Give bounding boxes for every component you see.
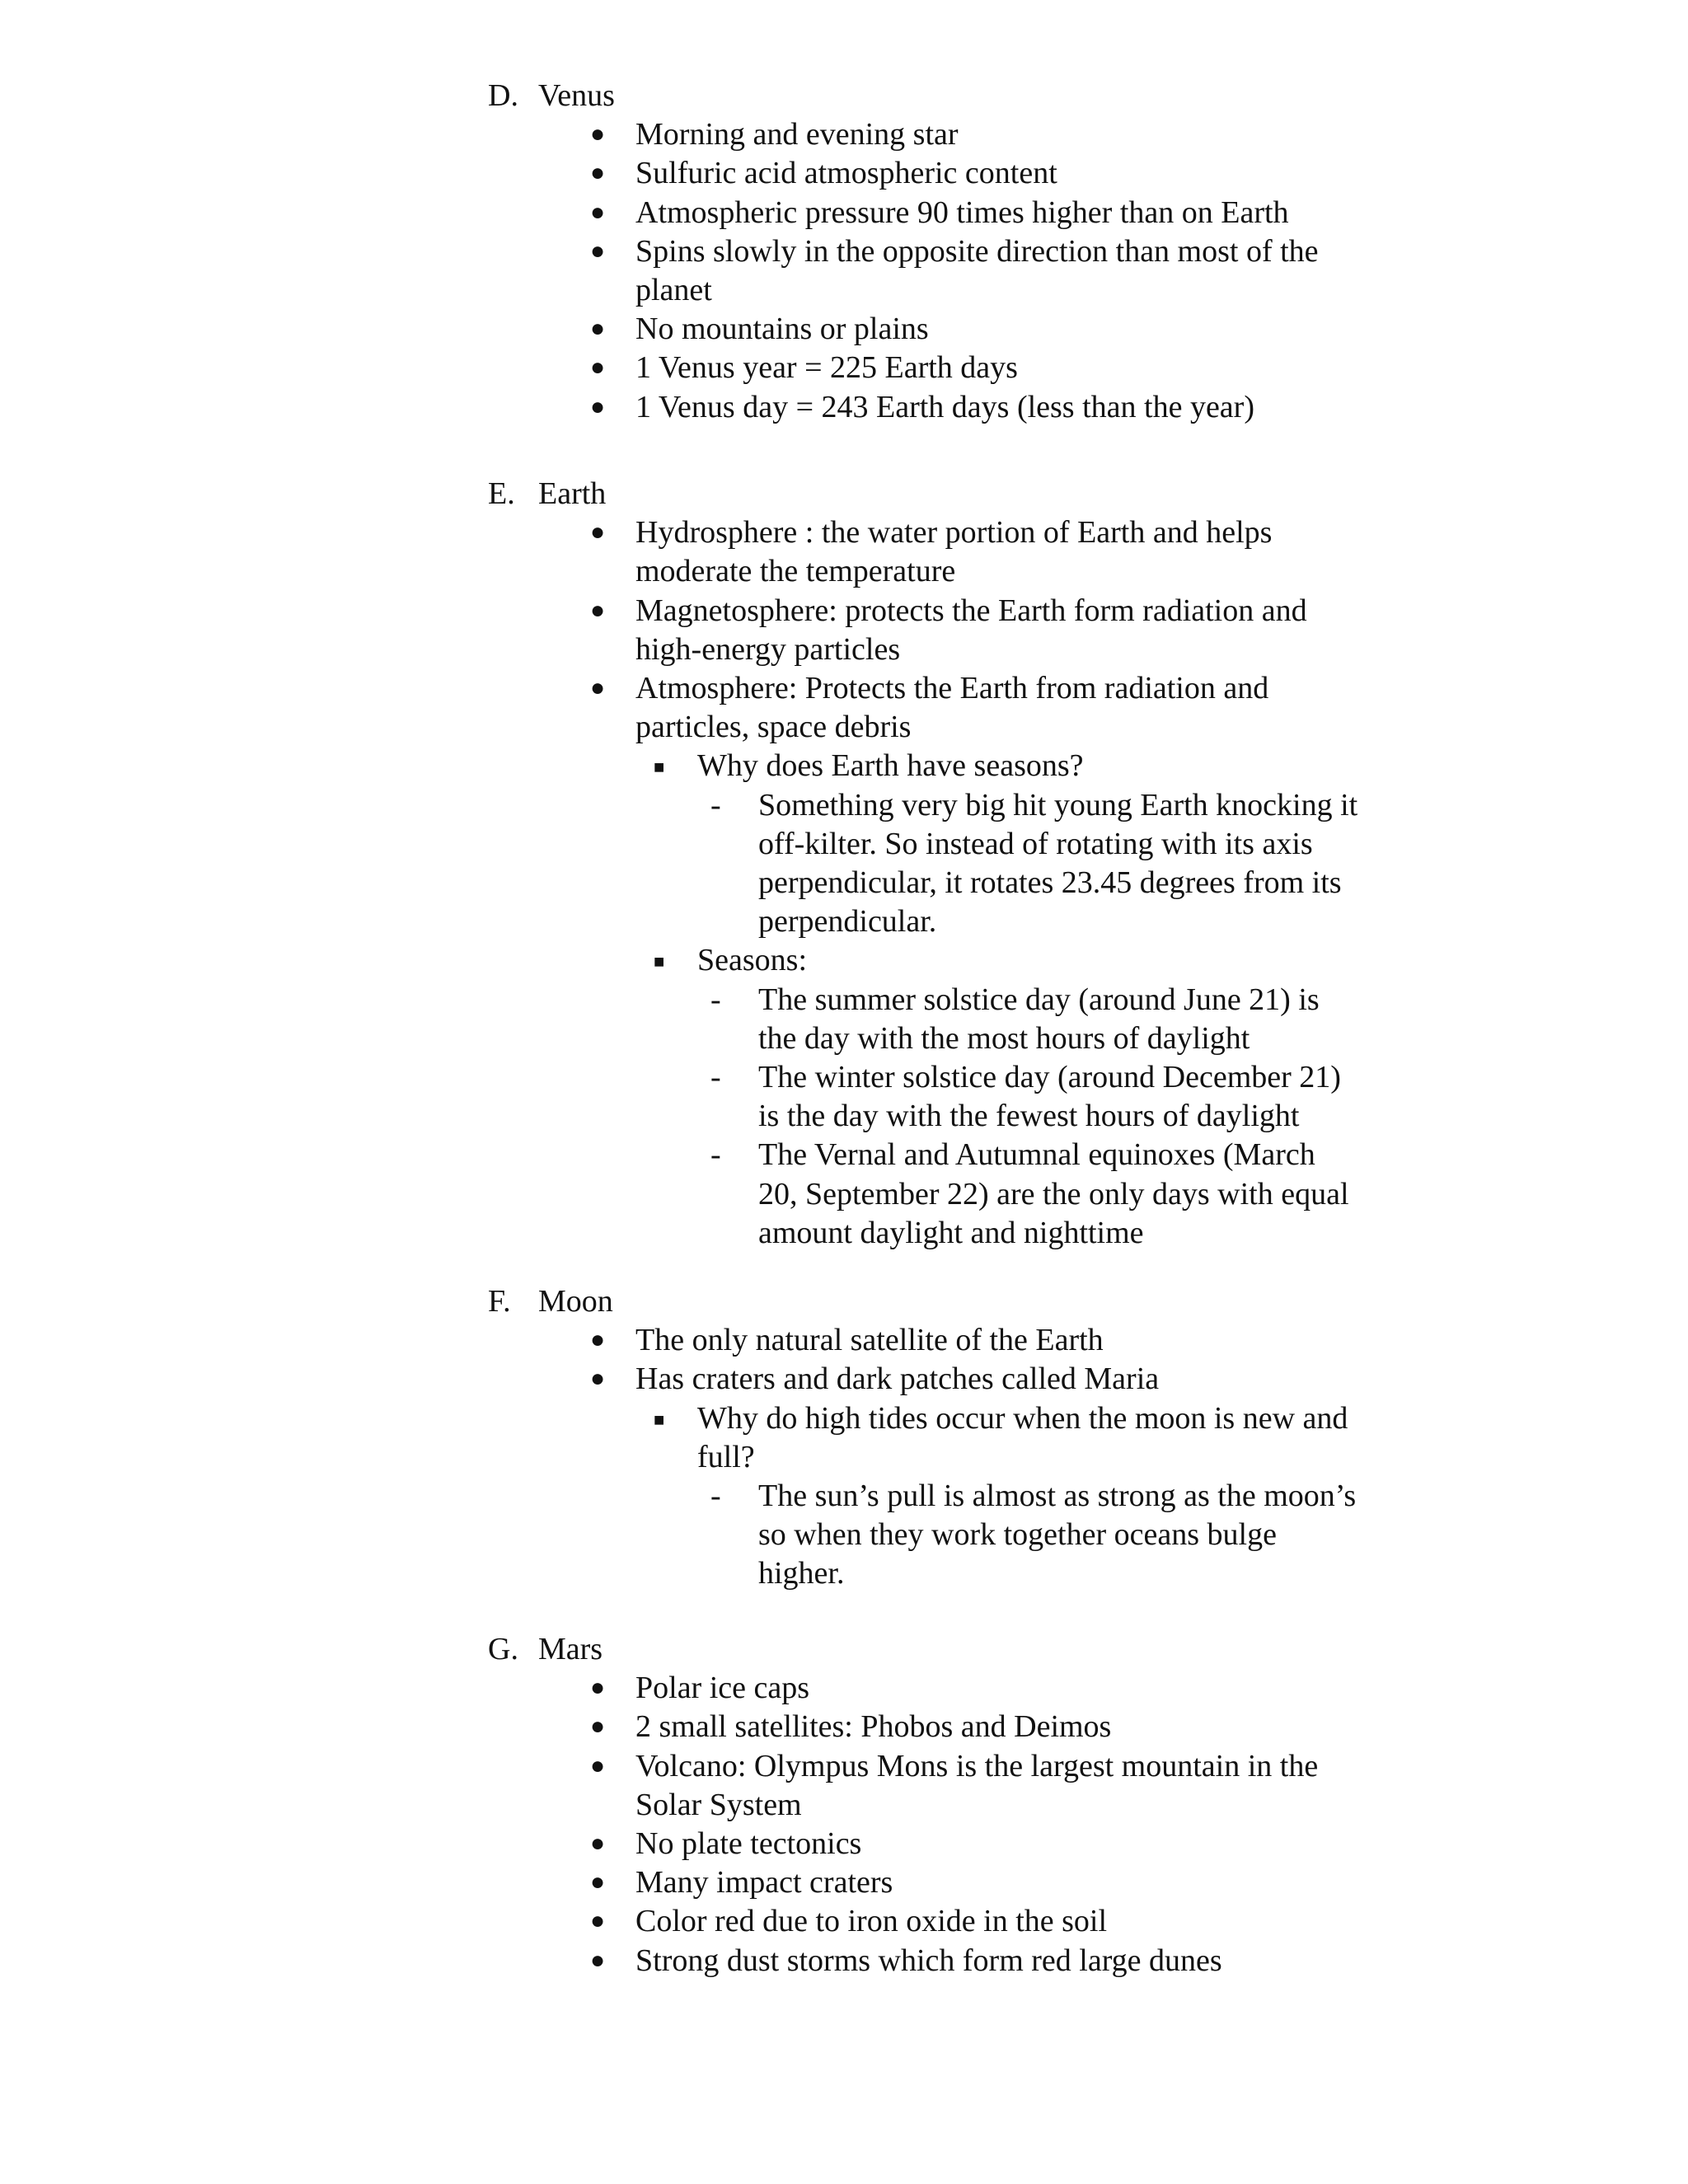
bullet-marker: ● [590,596,606,624]
list-item-text: Sulfuric acid atmospheric content [635,156,1057,191]
list-item-text: Solar System [635,1787,802,1822]
detail-text: The winter solstice day (around December 21) [758,1060,1341,1094]
section-heading: Mars [538,1632,603,1666]
detail-text: perpendicular, it rotates 23.45 degrees from its [758,865,1342,900]
list-item-text: No mountains or plains [635,312,929,347]
list-item-text: Has craters and dark patches called Maria [635,1361,1160,1397]
bullet-marker: ● [590,1713,606,1741]
list-item-text: Atmospheric pressure 90 times higher than on Earth [635,194,1289,230]
detail-text: the day with the most hours of daylight [758,1020,1250,1056]
list-item-text: 1 Venus day = 243 Earth days (less than the year) [635,389,1254,424]
list-item-text: Morning and evening star [635,117,959,152]
bullet-marker: ● [590,1751,606,1779]
detail-text: is the day with the fewest hours of daylight [758,1099,1300,1134]
list-item-text: Volcano: Olympus Mons is the largest mountain in the [635,1748,1319,1783]
dash-marker: - [710,1479,721,1513]
bullet-marker: ● [590,518,606,546]
dash-marker: - [710,1137,721,1173]
list-item-text: Atmosphere: Protects the Earth from radiation and [635,671,1269,705]
section-letter: D. [488,78,518,113]
dash-marker: - [710,787,721,823]
detail-text: Something very big hit young Earth knocking it [758,787,1358,823]
section-heading: Moon [538,1284,613,1319]
section-letter: F. [488,1284,511,1319]
bullet-marker: ● [590,1830,606,1857]
square-bullet-marker: ■ [654,1408,665,1430]
bullet-marker: ● [590,120,606,148]
list-item-text: high-energy particles [635,631,901,667]
section-letter: E. [488,476,515,511]
detail-text: The summer solstice day (around June 21) is [758,982,1320,1017]
section-heading: Earth [538,476,607,511]
sub-item-text: full? [697,1439,755,1474]
list-item-text: Spins slowly in the opposite direction than most of the [635,233,1319,269]
detail-text: 20, September 22) are the only days with equal [758,1176,1349,1212]
list-item-text: The only natural satellite of the Earth [635,1323,1104,1358]
bullet-marker: ● [590,1907,606,1935]
detail-text: perpendicular. [758,904,937,940]
dash-marker: - [710,1060,721,1094]
section-letter: G. [488,1632,518,1666]
detail-text: The sun’s pull is almost as strong as the moon’s [758,1479,1357,1513]
list-item-text: moderate the temperature [635,554,956,589]
sub-item-text: Why does Earth have seasons? [697,748,1084,784]
bullet-marker: ● [590,674,606,701]
bullet-marker: ● [590,198,606,226]
square-bullet-marker: ■ [654,951,665,972]
list-item-text: Magnetosphere: protects the Earth form radiation and [635,593,1307,628]
list-item-text: Strong dust storms which form red large dunes [635,1943,1222,1978]
list-item-text: Many impact craters [635,1865,893,1900]
list-item-text: particles, space debris [635,710,912,745]
list-item-text: Polar ice caps [635,1671,810,1706]
list-item-text: 1 Venus year = 225 Earth days [635,350,1018,386]
bullet-marker: ● [590,237,606,265]
list-item-text: No plate tectonics [635,1826,862,1861]
sub-item-text: Seasons: [697,943,807,978]
bullet-marker: ● [590,1674,606,1702]
list-item-text: planet [635,273,712,307]
list-item-text: Hydrosphere : the water portion of Earth and helps [635,515,1273,551]
sub-item-text: Why do high tides occur when the moon is new and [697,1400,1348,1436]
list-item-text: 2 small satellites: Phobos and Deimos [635,1709,1112,1745]
detail-text: higher. [758,1556,845,1591]
bullet-marker: ● [590,1868,606,1896]
detail-text: off-kilter. So instead of rotating with its axis [758,826,1313,861]
bullet-marker: ● [590,1365,606,1393]
list-item-text: Color red due to iron oxide in the soil [635,1904,1108,1939]
bullet-marker: ● [590,159,606,187]
detail-text: so when they work together oceans bulge [758,1517,1277,1553]
bullet-marker: ● [590,315,606,343]
bullet-marker: ● [590,1946,606,1974]
square-bullet-marker: ■ [654,757,665,778]
bullet-marker: ● [590,1326,606,1354]
dash-marker: - [710,982,721,1017]
bullet-marker: ● [590,354,606,382]
bullet-marker: ● [590,392,606,420]
detail-text: The Vernal and Autumnal equinoxes (March [758,1137,1315,1173]
detail-text: amount daylight and nighttime [758,1215,1144,1250]
section-heading: Venus [538,78,615,113]
